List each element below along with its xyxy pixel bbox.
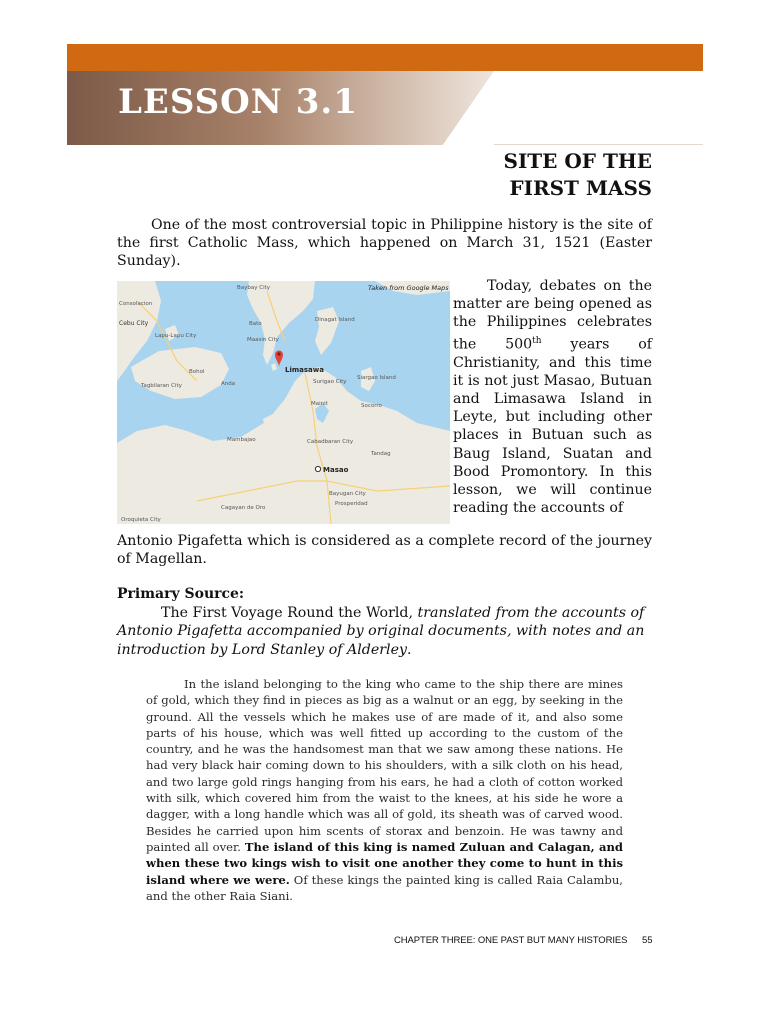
section-title: SITE OF THE FIRST MASS: [503, 149, 652, 200]
citation-end: .: [407, 641, 412, 658]
map-label-masao: Masao: [323, 466, 349, 474]
map-label-consolacion: Consolacion: [119, 301, 153, 307]
quote-text-bold: The island of this king is named Zuluan and Calagan, and when these two kings wish to visit one another they come to hunt in this island where we were.: [146, 839, 624, 887]
map-label-prosperidad: Prosperidad: [335, 501, 368, 507]
primary-source-citation: [117, 604, 667, 659]
map-label-bohol: Bohol: [189, 369, 205, 375]
header-orange-band: [67, 44, 703, 71]
citation-title: The First Voyage Round the World,: [161, 605, 418, 621]
lesson-title: LESSON 3.1: [118, 82, 358, 122]
map-label-mainit: Mainit: [311, 401, 328, 407]
pigafetta-quote: [146, 676, 623, 904]
map-label-bato: Bato: [249, 321, 262, 327]
ordinal-suffix: th: [532, 335, 542, 346]
map-label-cebu-city: Cebu City: [119, 320, 149, 327]
debate-text-a: Today, debates on the matter are being opened as the Philippines celebrates the 500: [453, 278, 652, 353]
map-label-baybay: Baybay City: [237, 285, 271, 291]
quote-text-a: In the island belonging to the king who came to the ship there are mines of gold, which they find in pieces as big as a walnut or an egg, by seeking in the ground. All the vessels which he makes use of are made of it, and also some parts of his house, which was well fitted up according to the custom of the country, and he was the handsomest man that we saw among these nations. He had very black hair coming down to his shoulders, with a silk cloth on his head, and two large gold rings hanging from his ears, he had a cloth of cotton worked with silk, which covered him from the waist to the knees, at his side he wore a dagger, with a long handle which was all of gold, its sheath was of carved wood. Besides he carried upon him scents of storax and benzoin. He was tawny and painted all over.: [146, 677, 623, 854]
map-image: [117, 281, 450, 524]
map-label-oroquieta: Oroquieta City: [121, 517, 161, 523]
intro-paragraph: One of the most controversial topic in Philippine history is the site of the first Catholic Mass, which happened on March 31, 1521 (Easter Sunday).: [117, 217, 652, 270]
map-credit: Taken from Google Maps: [368, 284, 449, 292]
map-label-anda: Anda: [221, 381, 236, 387]
map-label-socorro: Socorro: [361, 403, 382, 409]
map-label-tandag: Tandag: [371, 451, 391, 457]
map-label-dinagat: Dinagat Island: [315, 317, 355, 323]
map-label-cagayan: Cagayan de Oro: [221, 505, 266, 511]
header-rule: [494, 144, 703, 145]
debate-paragraph-continued: Antonio Pigafetta which is considered as a complete record of the journey of Magellan.: [117, 533, 652, 568]
citation-italic: translated from the accounts of Antonio Pigafetta accompanied by original documents, with notes and an introduction by Lord Stanley of Alderley: [117, 605, 645, 658]
map-label-siargao: Siargao Island: [357, 375, 396, 381]
map-label-maasin: Maasin City: [247, 337, 279, 343]
page-number: 55: [642, 935, 653, 946]
primary-source-label: Primary Source:: [117, 586, 245, 602]
map-label-cabadbaran: Cabadbaran City: [307, 439, 354, 445]
quote-text-b: Of these kings the painted king is called Raia Calambu, and the other Raia Siani.: [146, 872, 623, 903]
map-label-tagbilaran: Tagbilaran City: [141, 383, 182, 389]
map-label-surigao: Surigao City: [313, 379, 347, 385]
map-label-limasawa: Limasawa: [285, 366, 324, 374]
map-label-mambajao: Mambajao: [227, 437, 256, 443]
footer-chapter: CHAPTER THREE: ONE PAST BUT MANY HISTORIES: [394, 935, 628, 946]
debate-paragraph: [453, 277, 652, 517]
map-label-lapu-lapu: Lapu-Lapu City: [155, 333, 197, 339]
debate-text-b: years of Christianity, and this time it is not just Masao, Butuan and Limasawa Island in Leyte, but including other places in Butuan such as Baug Island, Suatan and Bood Promontory. In this lesson, we will continue reading the accounts of: [453, 336, 653, 517]
map-label-bayugan: Bayugan City: [329, 491, 366, 497]
